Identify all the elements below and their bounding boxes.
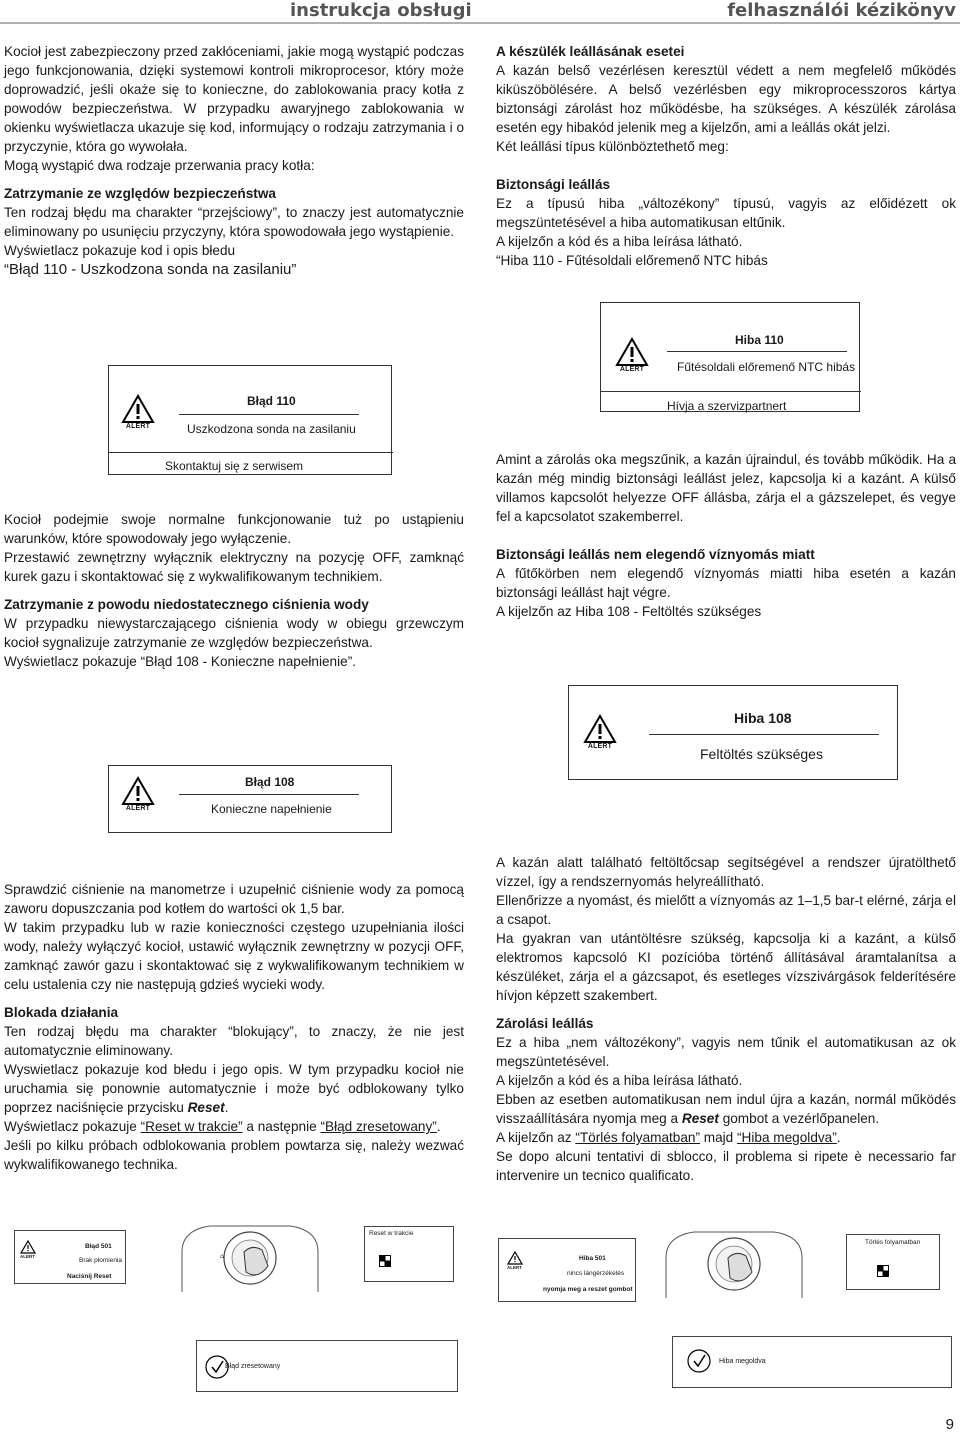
hu-error-reset-done-display: [672, 1336, 952, 1388]
alert-icon: ALERT: [615, 337, 649, 373]
pl-safety-display: Wyświetlacz pokazuje kod i opis błedu: [4, 243, 236, 258]
hu-lock-text: Ez a hiba „nem változékony”, vagyis nem tűnik el automatikusan az ok megszüntetésével.: [496, 1035, 956, 1069]
pl-check-pressure: Sprawdzić ciśnienie na manometrze i uzupełnić ciśnienie wody za pomocą zaworu dopuszczania pod kotłem do wartości ok 1,5 bar.: [4, 882, 464, 916]
error-description: Konieczne napełnienie: [211, 802, 332, 816]
hu-after-text: Amint a zárolás oka megszűnik, a kazán újraindul, és tovább működik. Ha a kazán még mindig biztonsági leállást jelez, kapcsolja ki a kazánt. A külső villamos kapcsolót helyezze OFF állásba, zárja el a gázszelepet, és vegye fel a kapcsolatot szakemberrel.: [496, 452, 956, 524]
alert-icon: ALERT: [121, 776, 155, 812]
pl-error-108-display: [108, 765, 392, 833]
alert-icon: [507, 1251, 523, 1265]
error-description: Brak płomienia: [79, 1257, 122, 1264]
header-title-right: felhasználói kézikönyv: [727, 0, 956, 21]
hu-safety-heading: Biztonsági leállás: [496, 177, 611, 192]
error-code: Błąd 501: [85, 1243, 112, 1250]
header-title-left: instrukcja obsługi: [290, 0, 472, 21]
pl-pressure-heading: Zatrzymanie z powodu niedostatecznego ciśnienia wody: [4, 597, 369, 612]
pl-reset-progress-display: [364, 1226, 454, 1282]
error-code: Błąd 110: [247, 394, 296, 408]
pl-intro-paragraph: Kocioł jest zabezpieczony przed zakłóceniami, jakie mogą wystąpić podczas jego funkcjonowania, dzięki systemowi kontroli mikroprocesor, który może doprowadzić, jeśli okaże się to konieczne, do zablokowania pracy kotła z powodów bezpieczeństwa. W przypadku awaryjnego zablokowania w okienku wyświetlacza ukazuje się kod, informujący o rodzaju zatrzymania i o przyczynie, która go wywołała.: [4, 44, 464, 154]
error-description: nincs lángérzékelés: [567, 1270, 625, 1277]
hu-lock-reset-text: Ebben az esetben automatikusan nem indul újra a kazán, normál működés visszaállítására nyomja meg a Reset gombot a vezérlőpanelen.: [496, 1092, 956, 1126]
hu-fill-check: Ellenőrizze a nyomást, és mielőtt a víznyomás az 1–1,5 bar-t elérné, zárja el a csapot.: [496, 893, 956, 927]
error-code: Hiba 501: [579, 1255, 606, 1262]
hourglass-icon: [379, 1255, 391, 1267]
pl-safety-heading: Zatrzymanie ze względów bezpieczeństwa: [4, 186, 276, 201]
hu-safety-display: A kijelzőn a kód és a hiba leírása látható.: [496, 234, 743, 249]
pl-block-repeat: Jeśli po kilku próbach odblokowania problem powtarza się, należy wezwać wykwalifikowanego technika.: [4, 1138, 464, 1172]
error-action: nyomja meg a reszet gombot: [543, 1286, 633, 1293]
pl-error-110-display: [108, 365, 392, 475]
hu-column-1: [496, 42, 956, 270]
error-code: Hiba 110: [735, 333, 784, 347]
hu-lock-heading: Zárolási leállás: [496, 1016, 594, 1031]
hu-lock-display-seq: A kijelzőn az “Törlés folyamatban” majd “Hiba megoldva”.: [496, 1130, 841, 1145]
hu-error-108-display: [568, 685, 898, 780]
pl-column-1: [4, 42, 464, 279]
pl-error-501-display: ALERT Błąd 501 Brak płomienia Naciśnij Reset: [14, 1230, 126, 1284]
hu-pressure-heading: Biztonsági leállás nem elegendő víznyomás miatt: [496, 547, 815, 562]
pl-after-off: Przestawić zewnętrzny wyłącznik elektryczny na pozycję OFF, zamknąć kurek gazu i skontaktować się z wykwalifikowanym technikiem.: [4, 550, 464, 584]
hu-safety-text: Ez a típusú hiba „változékony” típusú, vagyis az előidézett ok megszüntetésével a hiba automatikusan eltűnik.: [496, 196, 956, 230]
page-number: 9: [945, 1416, 954, 1433]
hu-safety-code: “Hiba 110 - Fűtésoldali előremenő NTC hibás: [496, 253, 768, 268]
reset-button-inline-icon: Reset: [681, 1111, 719, 1126]
reset-progress-label: Törlés folyamatban: [865, 1239, 921, 1246]
hourglass-icon: [877, 1265, 889, 1277]
hu-column-2: [496, 450, 956, 621]
pl-block-heading: Blokada działania: [4, 1005, 119, 1020]
check-icon: [687, 1349, 711, 1373]
pl-safety-text: Ten rodzaj błędu ma charakter “przejściowy”, to znaczy jest automatycznie eliminowany po usunięciu przyczyny, która spowodowała jego wystąpienie.: [4, 205, 464, 239]
hu-shutdown-heading: A készülék leállásának esetei: [496, 44, 685, 59]
pl-control-panel-illustration: [180, 1222, 320, 1292]
pl-after-restart: Kocioł podejmie swoje normalne funkcjonowanie tuż po ustąpieniu warunków, które spowodowały jego wyłączenie.: [4, 512, 464, 546]
header-divider: [0, 22, 960, 24]
hu-fill-often: Ha gyakran van utántöltésre szükség, kapcsolja ki a kazánt, a külső elektromos kapcsoló KI pozícióba történő állításával áramtalanítsa a készüléket, zárja el a gázcsapot, és esetleges vízszivárgások felderítésére hívjon képzett szakembert.: [496, 931, 956, 1003]
alert-icon: ALERT: [583, 714, 617, 750]
pl-error-reset-done-display: [196, 1340, 458, 1392]
hu-error-110-display: [600, 302, 860, 412]
alert-icon: ALERT: [121, 394, 155, 430]
error-action: Skontaktuj się z serwisem: [165, 459, 304, 473]
pl-safety-code: “Błąd 110 - Uszkodzona sonda na zasilaniu”: [4, 261, 297, 278]
pl-pressure-display: Wyświetlacz pokazuje “Błąd 108 - Konieczne napełnienie”.: [4, 654, 356, 669]
reset-done-label: Hiba megoldva: [719, 1358, 766, 1365]
error-action: Hívja a szervizpartnert: [667, 399, 787, 413]
alert-icon: [20, 1240, 36, 1254]
hu-reset-progress-display: [846, 1234, 940, 1290]
hu-lock-repeat: Se dopo alcuni tentativi di sblocco, il problema si ripete è necessario far intervenire un tecnico qualificato.: [496, 1149, 956, 1183]
pl-check-leaks: W takim przypadku lub w razie konieczności częstego uzupełniania ilości wody, należy wyłączyć kocioł, ustawić wyłącznik zewnętrzny w pozycji OFF, zamknąć zawór gazu i skontaktować się z wykwalifikowanym technikiem w celu ustalenia czy nie następują gdzieś wycieki wody.: [4, 920, 464, 992]
hu-control-panel-illustration: [664, 1228, 804, 1298]
hu-error-501-display: ALERT Hiba 501 nincs lángérzékelés nyomja meg a reszet gombot: [498, 1238, 636, 1302]
reset-done-label: Błąd zresetowany: [225, 1363, 281, 1370]
hu-fill-text: A kazán alatt található feltöltőcsap segítségével a rendszer újratölthető vízzel, így a rendszernyomás helyreállítható.: [496, 855, 956, 889]
pl-column-3: [4, 880, 464, 1174]
pl-block-text: Ten rodzaj błędu ma charakter “blokujący”, to znaczy, że nie jest automatycznie eliminowany.: [4, 1024, 464, 1058]
error-description: Fűtésoldali előremenő NTC hibás: [677, 360, 856, 374]
pl-block-display: Wyświetlacz pokazuje “Reset w trakcie” a następnie “Błąd zresetowany”.: [4, 1119, 441, 1134]
pl-pressure-text: W przypadku niewystarczającego ciśnienia wody w obiegu grzewczym kocioł sygnalizuje zatrzymanie ze względów bezpieczeństwa.: [4, 616, 464, 650]
pl-intro-types: Mogą wystąpić dwa rodzaje przerwania pracy kotła:: [4, 158, 315, 173]
hu-pressure-display: A kijelzőn az Hiba 108 - Feltöltés szükséges: [496, 604, 762, 619]
error-action: Naciśnij Reset: [67, 1273, 112, 1280]
hu-shutdown-text: A kazán belső vezérlésen keresztül védett a nem megfelelő működés kiküszöbölésére. A belső vezérlésben egy mikroprocesszoros kártya biztonsági zárolást hoz működésbe, ha szükséges. A készülék zárolása esetén egy hibakód jelenik meg a kijelzőn, ami a leállás okát jelzi.: [496, 63, 956, 135]
error-code: Błąd 108: [245, 775, 295, 789]
hu-shutdown-types: Két leállási típus különböztethető meg:: [496, 139, 729, 154]
reset-button-inline-icon: Reset: [187, 1100, 225, 1115]
error-description: Feltöltés szükséges: [700, 746, 823, 762]
pl-column-2: [4, 510, 464, 671]
hu-column-3: [496, 853, 956, 1185]
reset-progress-label: Reset w trakcie: [369, 1230, 414, 1237]
error-code: Hiba 108: [734, 710, 792, 726]
error-description: Uszkodzona sonda na zasilaniu: [187, 422, 356, 436]
svg-text:⌂: ⌂: [220, 1253, 224, 1260]
hu-pressure-text: A fűtőkörben nem elegendő víznyomás miatti hiba esetén a kazán biztonsági leállást hajt végre.: [496, 566, 956, 600]
pl-block-reset-text: Wyswietlacz pokazuje kod błedu i jego opis. W tym przypadku kocioł nie uruchamia się ponownie automatycznie i może być odblokowany tylko poprzez naciśnięcie przycisku Reset.: [4, 1062, 464, 1115]
hu-lock-display: A kijelzőn a kód és a hiba leírása látható.: [496, 1073, 743, 1088]
